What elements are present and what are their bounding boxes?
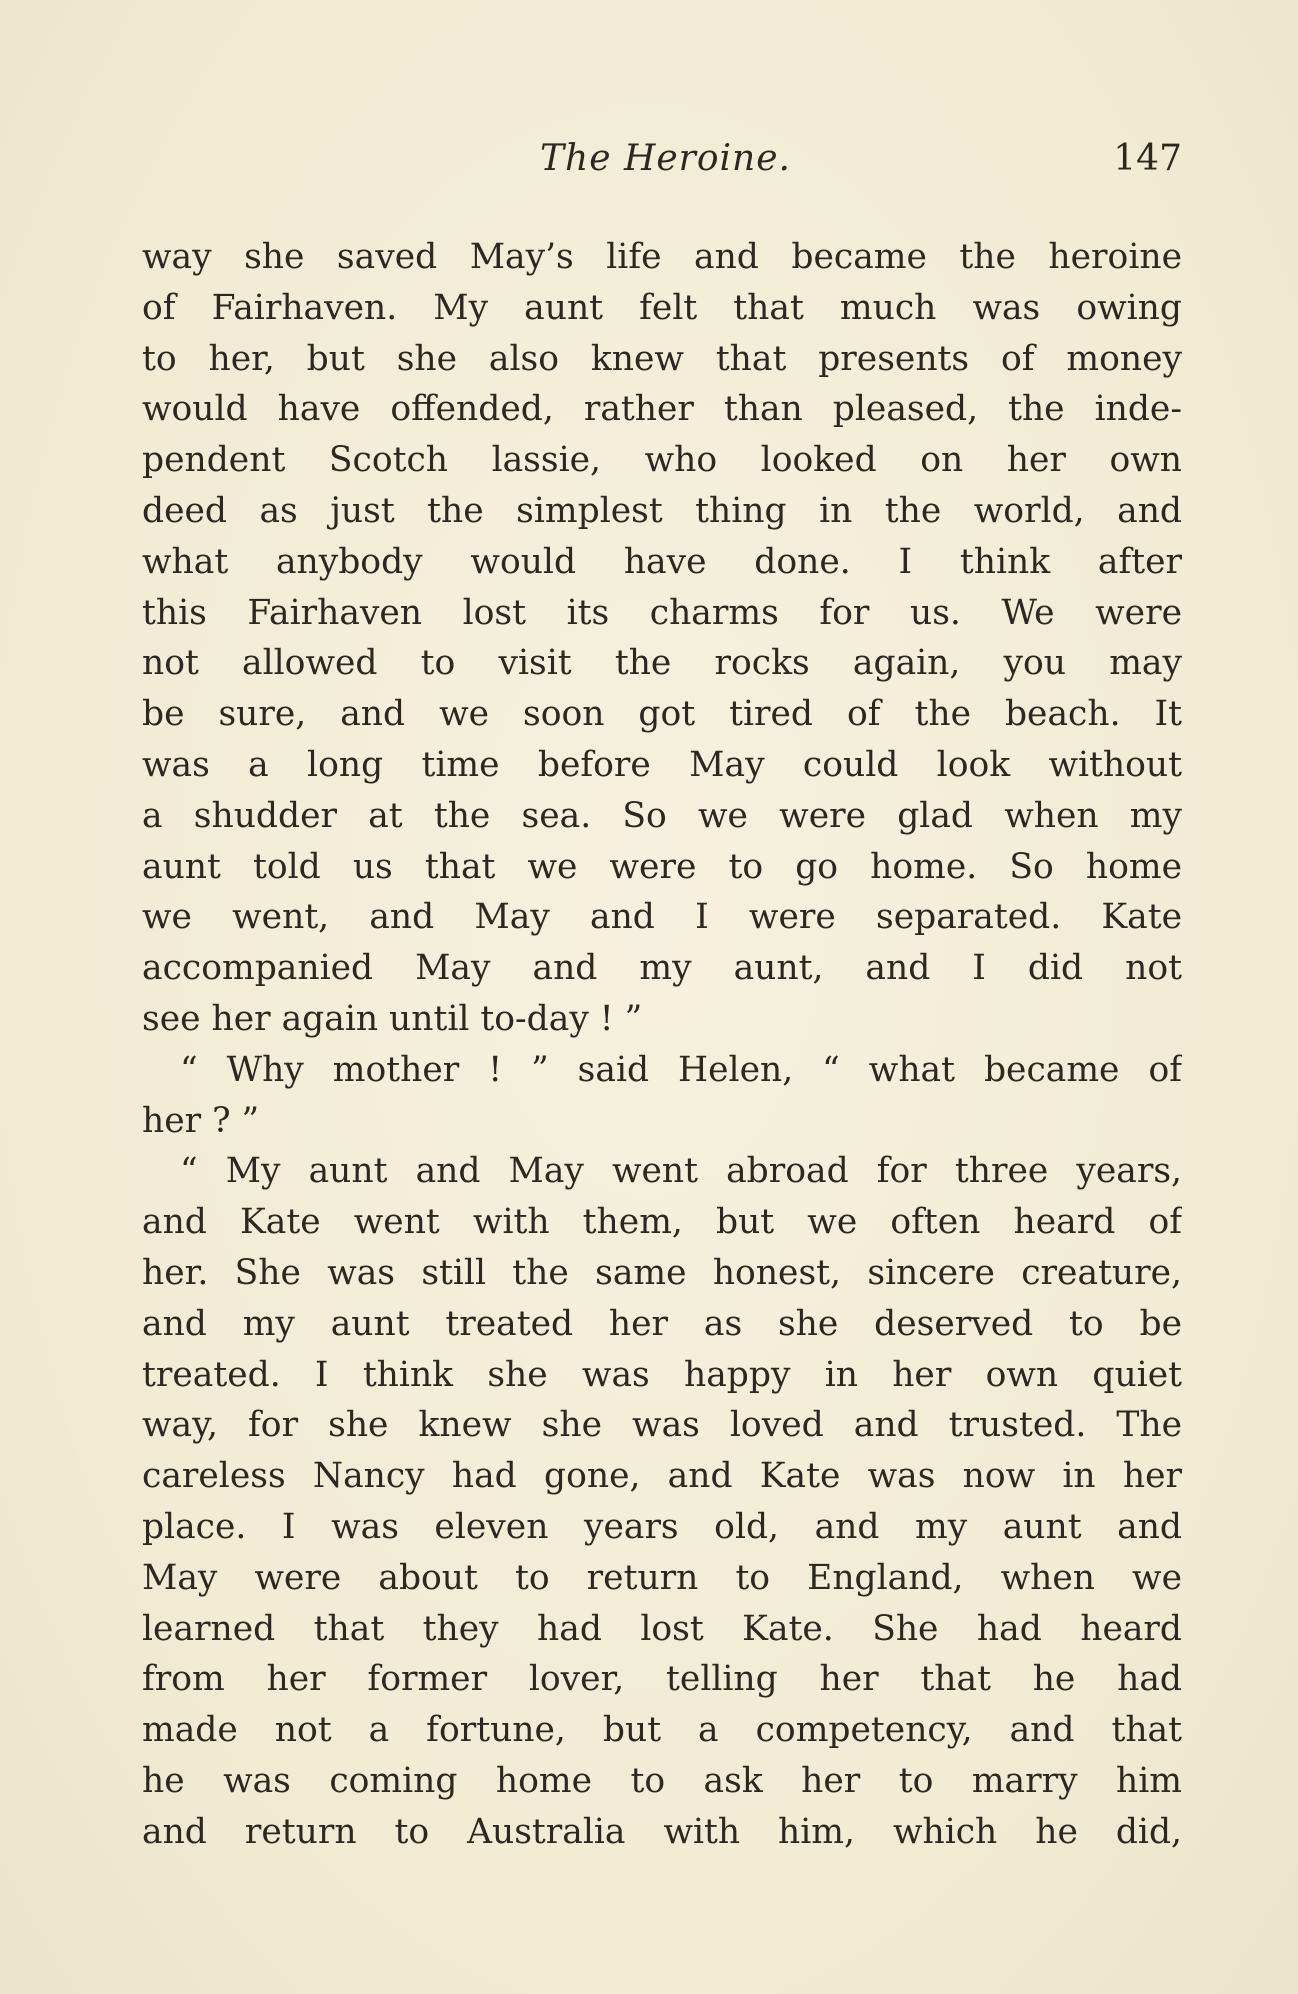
text-line: and return to Australia with him, which he did,: [142, 1811, 1182, 1852]
running-title: The Heroine.: [540, 138, 791, 179]
text-line: this Fairhaven lost its charms for us. We were: [142, 592, 1182, 633]
text-line: of Fairhaven. My aunt felt that much was owing: [142, 287, 1182, 328]
text-line: deed as just the simplest thing in the world, and: [142, 490, 1182, 531]
text-line: see her again until to-day ! ”: [142, 998, 643, 1039]
text-line: not allowed to visit the rocks again, you may: [142, 643, 1182, 684]
text-line: and my aunt treated her as she deserved to be: [142, 1303, 1182, 1344]
text-line: May were about to return to England, when we: [142, 1557, 1182, 1598]
text-line: we went, and May and I were separated. Kate: [142, 897, 1182, 938]
text-line: and Kate went with them, but we often heard of: [142, 1202, 1182, 1243]
text-line: what anybody would have done. I think after: [142, 541, 1182, 582]
text-line: “ Why mother ! ” said Helen, “ what became of: [180, 1049, 1182, 1090]
page-number: 147: [1113, 138, 1182, 179]
text-line: treated. I think she was happy in her own quiet: [142, 1354, 1182, 1395]
text-line: her ? ”: [142, 1100, 260, 1141]
text-line: aunt told us that we were to go home. So home: [142, 846, 1182, 887]
text-line: was a long time before May could look without: [142, 744, 1182, 785]
text-line: would have offended, rather than pleased, the inde-: [142, 389, 1182, 430]
text-line: careless Nancy had gone, and Kate was now in her: [142, 1456, 1182, 1497]
body-text: [142, 232, 1182, 1858]
text-line: a shudder at the sea. So we were glad when my: [142, 795, 1182, 836]
text-line: pendent Scotch lassie, who looked on her own: [142, 440, 1182, 481]
page-header: [142, 138, 1182, 198]
text-line: made not a fortune, but a competency, and that: [142, 1710, 1182, 1751]
text-line: “ My aunt and May went abroad for three years,: [180, 1151, 1182, 1192]
text-line: accompanied May and my aunt, and I did not: [142, 948, 1182, 989]
text-line: her. She was still the same honest, sincere creature,: [142, 1252, 1182, 1293]
text-line: place. I was eleven years old, and my aunt and: [142, 1506, 1182, 1547]
text-line: learned that they had lost Kate. She had heard: [142, 1608, 1182, 1649]
text-line: he was coming home to ask her to marry him: [142, 1760, 1182, 1801]
text-line: way she saved May’s life and became the heroine: [142, 237, 1182, 277]
text-line: from her former lover, telling her that he had: [142, 1659, 1182, 1700]
text-line: to her, but she also knew that presents of money: [142, 338, 1182, 379]
text-line: be sure, and we soon got tired of the beach. It: [142, 694, 1182, 735]
text-line: way, for she knew she was loved and trusted. The: [142, 1405, 1182, 1446]
